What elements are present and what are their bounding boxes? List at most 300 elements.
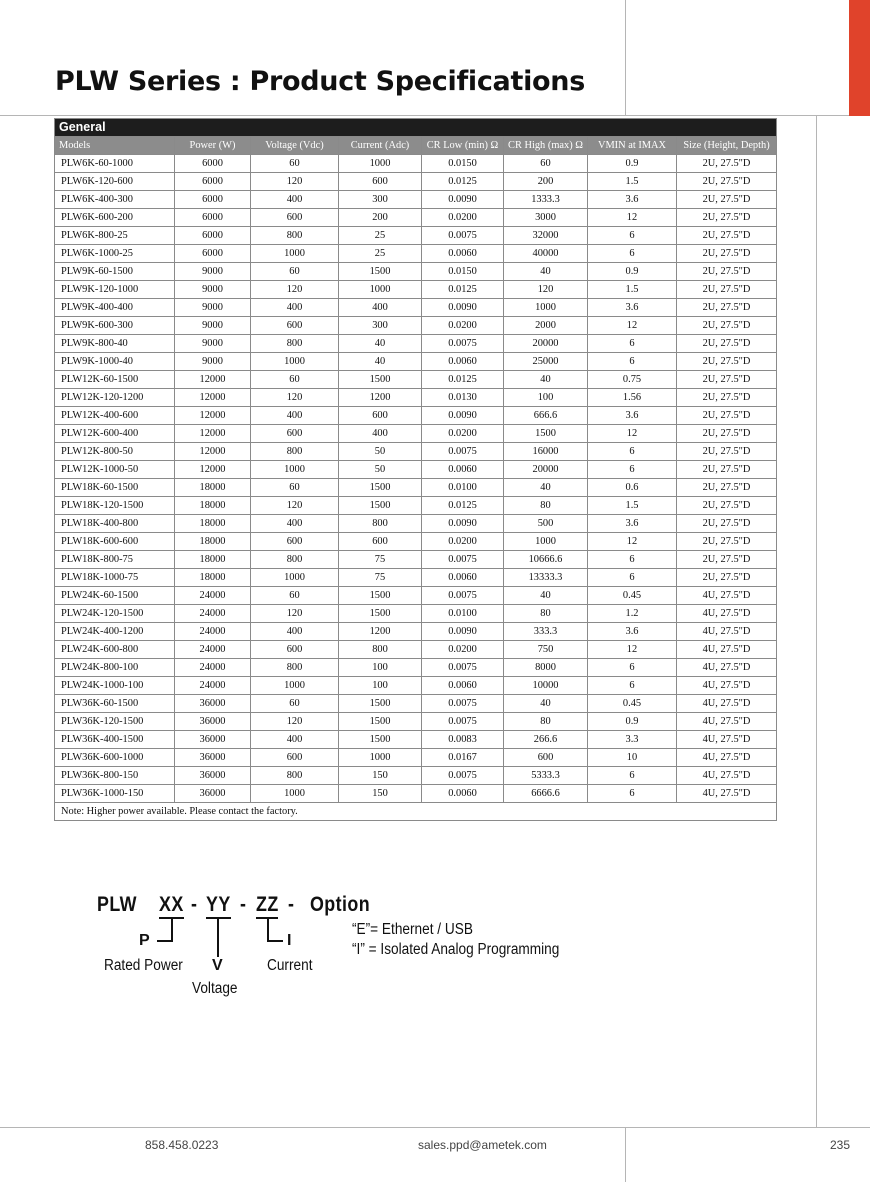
p-connector-vertical	[171, 919, 173, 941]
spec-cell: 6	[588, 461, 677, 479]
table-row	[55, 605, 777, 623]
p-letter: P	[139, 932, 150, 949]
spec-cell: 16000	[504, 443, 588, 461]
table-row	[55, 641, 777, 659]
spec-cell: 0.45	[588, 587, 677, 605]
spec-cell: 1500	[339, 695, 422, 713]
spec-cell: 1500	[339, 371, 422, 389]
spec-cell: 600	[339, 173, 422, 191]
spec-cell: 4U, 27.5"D	[677, 767, 777, 785]
spec-cell: 1500	[339, 497, 422, 515]
spec-cell: 0.0060	[422, 353, 504, 371]
spec-cell: 400	[251, 299, 339, 317]
header-rule	[0, 115, 870, 116]
model-cell: PLW18K-800-75	[55, 551, 175, 569]
spec-cell: 12	[588, 425, 677, 443]
spec-cell: 9000	[175, 353, 251, 371]
table-row	[55, 263, 777, 281]
spec-cell: 1000	[251, 461, 339, 479]
spec-cell: 120	[251, 497, 339, 515]
spec-cell: 2U, 27.5"D	[677, 155, 777, 173]
spec-cell: 12000	[175, 443, 251, 461]
table-note: Note: Higher power available. Please contact the factory.	[55, 803, 777, 821]
spec-cell: 1500	[339, 605, 422, 623]
spec-cell: 40	[339, 335, 422, 353]
spec-cell: 2U, 27.5"D	[677, 299, 777, 317]
model-cell: PLW18K-60-1500	[55, 479, 175, 497]
spec-cell: 600	[251, 317, 339, 335]
spec-table-container	[54, 118, 776, 821]
spec-cell: 120	[504, 281, 588, 299]
spec-cell: 0.0125	[422, 173, 504, 191]
column-header: VMIN at IMAX	[588, 137, 677, 155]
p-connector-horizontal	[157, 940, 173, 942]
table-row	[55, 479, 777, 497]
spec-cell: 2U, 27.5"D	[677, 551, 777, 569]
code-dash-2: -	[240, 893, 247, 916]
spec-cell: 800	[251, 767, 339, 785]
spec-cell: 4U, 27.5"D	[677, 605, 777, 623]
spec-cell: 6000	[175, 155, 251, 173]
spec-cell: 0.0060	[422, 785, 504, 803]
spec-cell: 9000	[175, 263, 251, 281]
spec-cell: 0.0125	[422, 371, 504, 389]
spec-cell: 4U, 27.5"D	[677, 695, 777, 713]
spec-cell: 24000	[175, 605, 251, 623]
spec-cell: 24000	[175, 587, 251, 605]
spec-cell: 0.0200	[422, 533, 504, 551]
spec-cell: 400	[251, 731, 339, 749]
spec-cell: 6	[588, 335, 677, 353]
spec-cell: 800	[339, 515, 422, 533]
spec-cell: 6000	[175, 191, 251, 209]
spec-cell: 2U, 27.5"D	[677, 209, 777, 227]
spec-cell: 2U, 27.5"D	[677, 389, 777, 407]
right-margin-line	[816, 116, 817, 1127]
model-cell: PLW24K-120-1500	[55, 605, 175, 623]
column-header: Size (Height, Depth)	[677, 137, 777, 155]
spec-cell: 36000	[175, 731, 251, 749]
spec-cell: 800	[251, 551, 339, 569]
footer-email[interactable]: sales.ppd@ametek.com	[418, 1138, 547, 1152]
spec-cell: 0.0060	[422, 677, 504, 695]
page-title: PLW Series : Product Specifications	[55, 66, 585, 97]
model-cell: PLW36K-1000-150	[55, 785, 175, 803]
model-cell: PLW12K-800-50	[55, 443, 175, 461]
model-cell: PLW6K-120-600	[55, 173, 175, 191]
spec-cell: 0.0060	[422, 245, 504, 263]
spec-cell: 1000	[251, 569, 339, 587]
spec-cell: 120	[251, 389, 339, 407]
spec-cell: 5333.3	[504, 767, 588, 785]
model-cell: PLW12K-600-400	[55, 425, 175, 443]
spec-cell: 4U, 27.5"D	[677, 731, 777, 749]
note-row	[55, 803, 777, 821]
spec-cell: 6	[588, 551, 677, 569]
spec-cell: 1500	[339, 263, 422, 281]
column-header: Voltage (Vdc)	[251, 137, 339, 155]
spec-cell: 6	[588, 353, 677, 371]
model-cell: PLW18K-600-600	[55, 533, 175, 551]
spec-cell: 0.0060	[422, 569, 504, 587]
spec-cell: 2U, 27.5"D	[677, 461, 777, 479]
table-row	[55, 785, 777, 803]
spec-cell: 0.0075	[422, 551, 504, 569]
spec-cell: 40	[504, 371, 588, 389]
spec-cell: 9000	[175, 299, 251, 317]
spec-cell: 24000	[175, 641, 251, 659]
spec-cell: 400	[339, 425, 422, 443]
table-row	[55, 155, 777, 173]
spec-cell: 0.0200	[422, 641, 504, 659]
spec-cell: 0.0125	[422, 497, 504, 515]
spec-cell: 333.3	[504, 623, 588, 641]
spec-cell: 25	[339, 227, 422, 245]
model-cell: PLW6K-1000-25	[55, 245, 175, 263]
spec-cell: 36000	[175, 749, 251, 767]
spec-cell: 60	[251, 263, 339, 281]
zz-underline	[256, 917, 278, 919]
table-row	[55, 569, 777, 587]
spec-cell: 36000	[175, 785, 251, 803]
spec-table	[54, 118, 777, 821]
model-cell: PLW24K-600-800	[55, 641, 175, 659]
spec-cell: 2U, 27.5"D	[677, 569, 777, 587]
spec-cell: 1500	[504, 425, 588, 443]
code-option: Option	[310, 893, 371, 916]
model-cell: PLW9K-60-1500	[55, 263, 175, 281]
code-dash-1: -	[191, 893, 198, 916]
spec-cell: 0.0090	[422, 299, 504, 317]
i-letter: I	[287, 932, 292, 949]
footer-phone: 858.458.0223	[145, 1138, 219, 1152]
spec-cell: 40	[339, 353, 422, 371]
spec-cell: 3.6	[588, 407, 677, 425]
spec-cell: 2U, 27.5"D	[677, 515, 777, 533]
spec-cell: 1500	[339, 479, 422, 497]
table-row	[55, 335, 777, 353]
spec-cell: 40	[504, 695, 588, 713]
spec-cell: 6	[588, 767, 677, 785]
spec-cell: 13333.3	[504, 569, 588, 587]
spec-cell: 0.0075	[422, 659, 504, 677]
spec-cell: 6	[588, 677, 677, 695]
spec-cell: 1500	[339, 713, 422, 731]
model-cell: PLW36K-120-1500	[55, 713, 175, 731]
spec-cell: 600	[251, 425, 339, 443]
spec-cell: 120	[251, 281, 339, 299]
spec-cell: 2U, 27.5"D	[677, 497, 777, 515]
spec-cell: 60	[251, 479, 339, 497]
column-header: CR High (max) Ω	[504, 137, 588, 155]
spec-cell: 10666.6	[504, 551, 588, 569]
table-row	[55, 371, 777, 389]
current-label: Current	[267, 957, 313, 974]
code-prefix: PLW	[97, 893, 137, 916]
spec-cell: 40	[504, 587, 588, 605]
spec-cell: 6	[588, 785, 677, 803]
table-row	[55, 695, 777, 713]
spec-cell: 600	[251, 533, 339, 551]
spec-cell: 1000	[504, 299, 588, 317]
spec-cell: 200	[339, 209, 422, 227]
column-header: Models	[55, 137, 175, 155]
table-row	[55, 245, 777, 263]
spec-cell: 2U, 27.5"D	[677, 371, 777, 389]
model-cell: PLW9K-400-400	[55, 299, 175, 317]
spec-cell: 120	[251, 713, 339, 731]
spec-cell: 0.0100	[422, 605, 504, 623]
spec-cell: 0.0200	[422, 317, 504, 335]
table-row	[55, 317, 777, 335]
spec-cell: 2U, 27.5"D	[677, 479, 777, 497]
spec-cell: 600	[251, 749, 339, 767]
model-cell: PLW12K-60-1500	[55, 371, 175, 389]
model-cell: PLW36K-600-1000	[55, 749, 175, 767]
spec-cell: 75	[339, 569, 422, 587]
spec-cell: 2U, 27.5"D	[677, 407, 777, 425]
spec-cell: 1500	[339, 731, 422, 749]
code-xx: XX	[159, 893, 184, 916]
spec-cell: 800	[251, 659, 339, 677]
spec-cell: 36000	[175, 695, 251, 713]
spec-cell: 4U, 27.5"D	[677, 623, 777, 641]
spec-cell: 4U, 27.5"D	[677, 641, 777, 659]
spec-cell: 150	[339, 785, 422, 803]
model-cell: PLW9K-600-300	[55, 317, 175, 335]
model-cell: PLW6K-800-25	[55, 227, 175, 245]
spec-cell: 1000	[339, 281, 422, 299]
spec-cell: 12	[588, 317, 677, 335]
spec-cell: 12000	[175, 389, 251, 407]
spec-cell: 0.0200	[422, 209, 504, 227]
spec-cell: 2U, 27.5"D	[677, 173, 777, 191]
spec-cell: 0.0090	[422, 407, 504, 425]
spec-cell: 2U, 27.5"D	[677, 281, 777, 299]
table-row	[55, 299, 777, 317]
spec-cell: 6000	[175, 227, 251, 245]
i-connector-horizontal	[267, 940, 283, 942]
spec-cell: 10	[588, 749, 677, 767]
table-row	[55, 281, 777, 299]
spec-cell: 400	[251, 515, 339, 533]
spec-cell: 1.2	[588, 605, 677, 623]
spec-cell: 2U, 27.5"D	[677, 425, 777, 443]
spec-cell: 6	[588, 569, 677, 587]
code-yy: YY	[206, 893, 231, 916]
table-row	[55, 677, 777, 695]
spec-cell: 3.6	[588, 623, 677, 641]
spec-cell: 0.0090	[422, 623, 504, 641]
spec-cell: 36000	[175, 713, 251, 731]
table-row	[55, 461, 777, 479]
section-title: General	[55, 119, 777, 137]
spec-cell: 4U, 27.5"D	[677, 659, 777, 677]
spec-cell: 400	[251, 191, 339, 209]
spec-cell: 12	[588, 533, 677, 551]
table-row	[55, 389, 777, 407]
spec-cell: 1.5	[588, 173, 677, 191]
section-header-row	[55, 119, 777, 137]
spec-cell: 0.0200	[422, 425, 504, 443]
spec-cell: 800	[339, 641, 422, 659]
spec-cell: 800	[251, 443, 339, 461]
table-row	[55, 767, 777, 785]
spec-cell: 4U, 27.5"D	[677, 587, 777, 605]
spec-cell: 36000	[175, 767, 251, 785]
spec-cell: 18000	[175, 479, 251, 497]
spec-cell: 0.0075	[422, 587, 504, 605]
spec-cell: 0.9	[588, 713, 677, 731]
accent-tab	[849, 0, 870, 116]
v-connector-vertical	[217, 919, 219, 957]
spec-cell: 800	[251, 335, 339, 353]
spec-cell: 3000	[504, 209, 588, 227]
spec-cell: 1500	[339, 587, 422, 605]
spec-cell: 12	[588, 641, 677, 659]
spec-cell: 80	[504, 713, 588, 731]
model-cell: PLW18K-400-800	[55, 515, 175, 533]
model-cell: PLW6K-600-200	[55, 209, 175, 227]
spec-cell: 2U, 27.5"D	[677, 335, 777, 353]
spec-cell: 10000	[504, 677, 588, 695]
spec-cell: 600	[339, 407, 422, 425]
spec-cell: 2U, 27.5"D	[677, 533, 777, 551]
table-row	[55, 623, 777, 641]
model-cell: PLW18K-1000-75	[55, 569, 175, 587]
spec-cell: 0.75	[588, 371, 677, 389]
model-cell: PLW36K-60-1500	[55, 695, 175, 713]
spec-cell: 20000	[504, 461, 588, 479]
spec-cell: 2U, 27.5"D	[677, 227, 777, 245]
spec-cell: 666.6	[504, 407, 588, 425]
column-header-row	[55, 137, 777, 155]
spec-cell: 0.6	[588, 479, 677, 497]
spec-cell: 40	[504, 479, 588, 497]
model-cell: PLW9K-120-1000	[55, 281, 175, 299]
table-row	[55, 659, 777, 677]
spec-cell: 300	[339, 317, 422, 335]
spec-cell: 2U, 27.5"D	[677, 263, 777, 281]
spec-cell: 9000	[175, 281, 251, 299]
model-cell: PLW24K-400-1200	[55, 623, 175, 641]
spec-cell: 25	[339, 245, 422, 263]
spec-cell: 0.0060	[422, 461, 504, 479]
spec-cell: 18000	[175, 515, 251, 533]
model-cell: PLW6K-60-1000	[55, 155, 175, 173]
spec-cell: 600	[504, 749, 588, 767]
spec-cell: 32000	[504, 227, 588, 245]
code-zz: ZZ	[256, 893, 279, 916]
table-row	[55, 443, 777, 461]
spec-cell: 4U, 27.5"D	[677, 677, 777, 695]
spec-cell: 18000	[175, 497, 251, 515]
column-header: Power (W)	[175, 137, 251, 155]
spec-cell: 60	[251, 695, 339, 713]
spec-cell: 2000	[504, 317, 588, 335]
model-cell: PLW18K-120-1500	[55, 497, 175, 515]
table-row	[55, 587, 777, 605]
spec-cell: 6000	[175, 173, 251, 191]
spec-cell: 0.0075	[422, 335, 504, 353]
spec-cell: 12	[588, 209, 677, 227]
spec-cell: 0.0075	[422, 695, 504, 713]
model-cell: PLW12K-400-600	[55, 407, 175, 425]
table-row	[55, 515, 777, 533]
spec-cell: 3.6	[588, 191, 677, 209]
spec-cell: 750	[504, 641, 588, 659]
code-dash-3: -	[288, 893, 295, 916]
spec-cell: 6	[588, 227, 677, 245]
spec-cell: 6666.6	[504, 785, 588, 803]
rated-power-label: Rated Power	[104, 957, 183, 974]
spec-cell: 18000	[175, 569, 251, 587]
spec-cell: 25000	[504, 353, 588, 371]
spec-cell: 0.0075	[422, 767, 504, 785]
spec-cell: 24000	[175, 677, 251, 695]
spec-cell: 3.3	[588, 731, 677, 749]
spec-cell: 200	[504, 173, 588, 191]
spec-cell: 0.9	[588, 155, 677, 173]
spec-cell: 300	[339, 191, 422, 209]
option-isolated: “I” = Isolated Analog Programming	[352, 941, 560, 958]
footer-rule	[0, 1127, 870, 1128]
spec-cell: 1333.3	[504, 191, 588, 209]
yy-underline	[206, 917, 231, 919]
spec-cell: 0.0090	[422, 515, 504, 533]
spec-cell: 0.0167	[422, 749, 504, 767]
spec-table-body	[55, 155, 777, 803]
spec-cell: 0.0125	[422, 281, 504, 299]
table-row	[55, 227, 777, 245]
table-row	[55, 191, 777, 209]
model-cell: PLW6K-400-300	[55, 191, 175, 209]
spec-cell: 80	[504, 605, 588, 623]
spec-cell: 2U, 27.5"D	[677, 317, 777, 335]
spec-cell: 1200	[339, 389, 422, 407]
spec-cell: 1.5	[588, 497, 677, 515]
spec-cell: 0.0130	[422, 389, 504, 407]
spec-cell: 60	[251, 587, 339, 605]
spec-cell: 800	[251, 227, 339, 245]
spec-cell: 100	[504, 389, 588, 407]
spec-cell: 266.6	[504, 731, 588, 749]
spec-cell: 40	[504, 263, 588, 281]
spec-cell: 0.9	[588, 263, 677, 281]
spec-cell: 0.0075	[422, 227, 504, 245]
option-ethernet: “E”= Ethernet / USB	[352, 921, 473, 938]
spec-cell: 12000	[175, 371, 251, 389]
spec-cell: 6	[588, 245, 677, 263]
spec-cell: 4U, 27.5"D	[677, 713, 777, 731]
spec-cell: 18000	[175, 551, 251, 569]
spec-cell: 0.45	[588, 695, 677, 713]
spec-cell: 3.6	[588, 515, 677, 533]
spec-cell: 6	[588, 443, 677, 461]
spec-cell: 12000	[175, 461, 251, 479]
spec-cell: 0.0075	[422, 713, 504, 731]
model-cell: PLW12K-120-1200	[55, 389, 175, 407]
model-cell: PLW36K-800-150	[55, 767, 175, 785]
spec-cell: 3.6	[588, 299, 677, 317]
spec-cell: 24000	[175, 659, 251, 677]
spec-cell: 75	[339, 551, 422, 569]
column-header: CR Low (min) Ω	[422, 137, 504, 155]
spec-cell: 600	[339, 533, 422, 551]
model-cell: PLW9K-800-40	[55, 335, 175, 353]
table-row	[55, 425, 777, 443]
model-cell: PLW24K-1000-100	[55, 677, 175, 695]
